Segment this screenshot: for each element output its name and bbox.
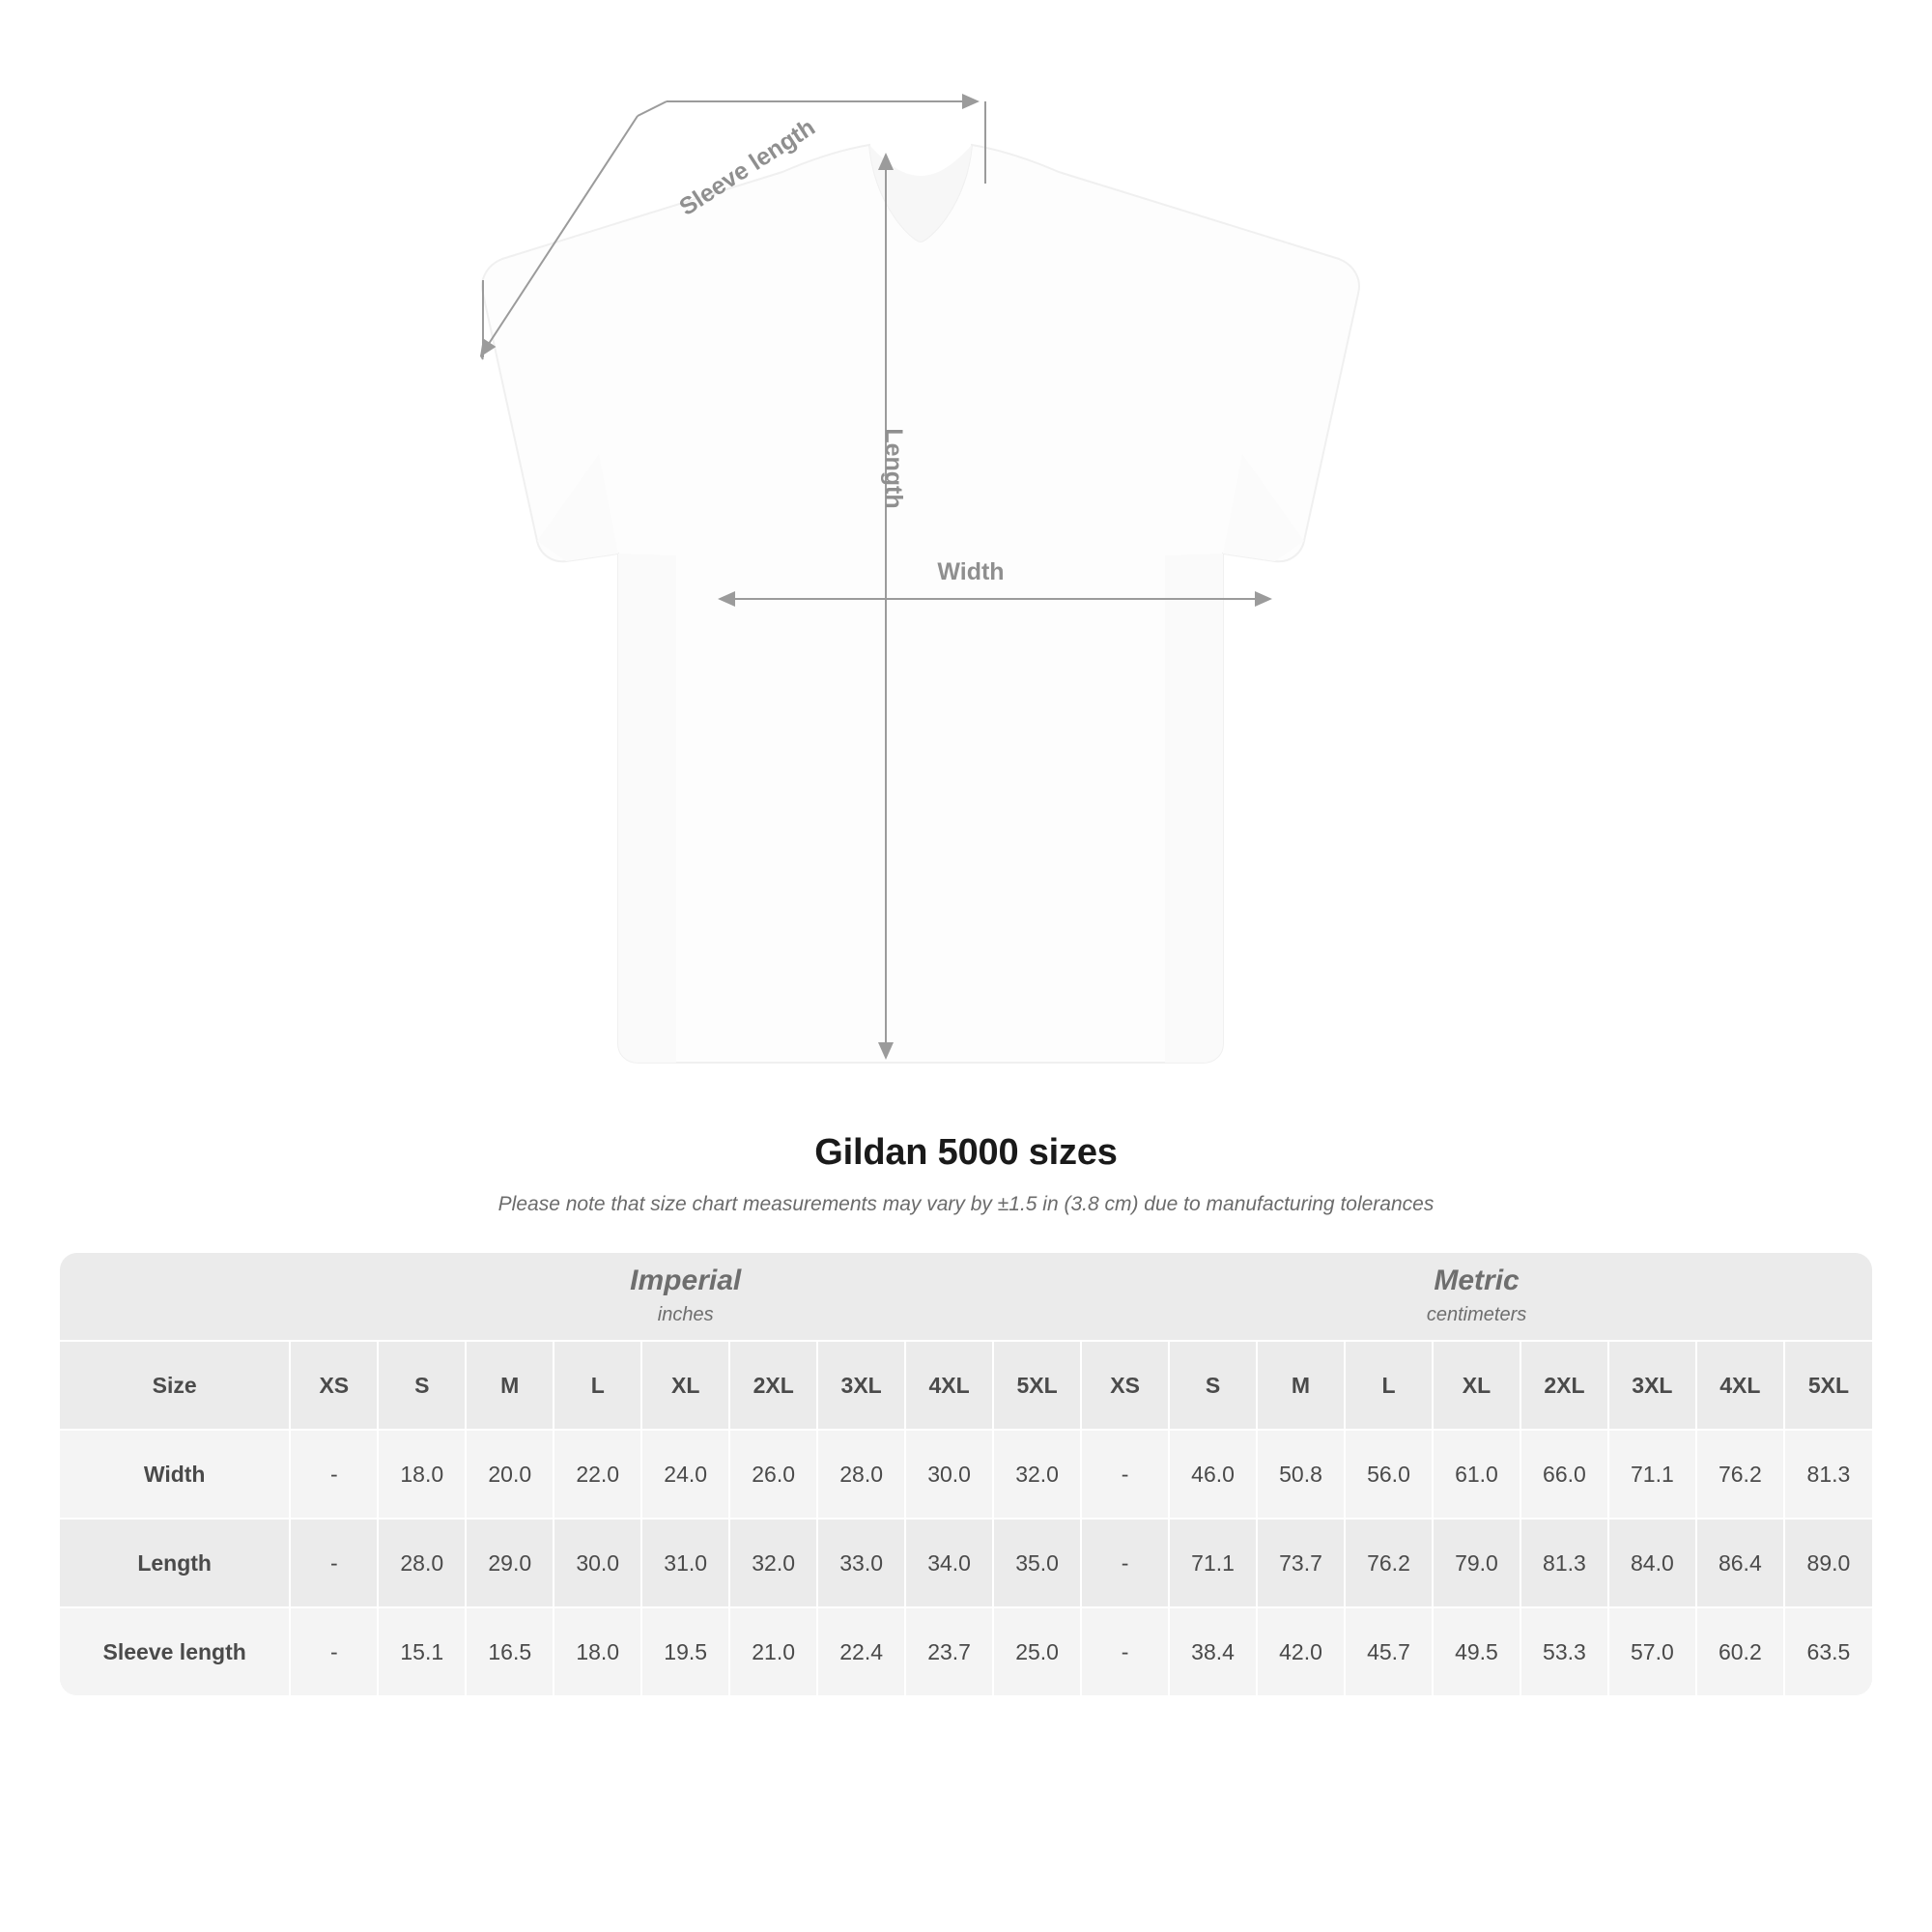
- table-row: [60, 1519, 1872, 1607]
- cell-width-met-8: 81.3: [1784, 1430, 1872, 1519]
- cell-width-met-7: 76.2: [1696, 1430, 1784, 1519]
- size-header-met-l: L: [1345, 1341, 1433, 1430]
- cell-length-imp-2: 29.0: [466, 1519, 554, 1607]
- cell-width-met-0: -: [1081, 1430, 1169, 1519]
- unit-header-row: [60, 1253, 1872, 1341]
- cell-width-met-1: 46.0: [1169, 1430, 1257, 1519]
- unit-header-imperial: [290, 1253, 1081, 1341]
- size-header-imp-2xl: 2XL: [729, 1341, 817, 1430]
- cell-sleeve-met-6: 57.0: [1608, 1607, 1696, 1695]
- cell-sleeve-met-5: 53.3: [1520, 1607, 1608, 1695]
- size-header-met-4xl: 4XL: [1696, 1341, 1784, 1430]
- unit-title-metric: Metric: [1434, 1264, 1520, 1297]
- cell-length-met-3: 76.2: [1345, 1519, 1433, 1607]
- length-label: Length: [880, 428, 907, 509]
- cell-sleeve-imp-1: 15.1: [378, 1607, 466, 1695]
- cell-sleeve-imp-5: 21.0: [729, 1607, 817, 1695]
- size-header-imp-5xl: 5XL: [993, 1341, 1081, 1430]
- cell-width-imp-8: 32.0: [993, 1430, 1081, 1519]
- size-header-imp-m: M: [466, 1341, 554, 1430]
- table-row: [60, 1607, 1872, 1695]
- size-header-met-xl: XL: [1433, 1341, 1520, 1430]
- unit-header-metric: [1081, 1253, 1872, 1341]
- size-header-met-xs: XS: [1081, 1341, 1169, 1430]
- row-label-length: Length: [60, 1519, 290, 1607]
- size-header-imp-s: S: [378, 1341, 466, 1430]
- cell-length-imp-3: 30.0: [554, 1519, 641, 1607]
- cell-width-imp-3: 22.0: [554, 1430, 641, 1519]
- cell-sleeve-met-8: 63.5: [1784, 1607, 1872, 1695]
- tolerance-note: Please note that size chart measurements may vary by ±1.5 in (3.8 cm) due to manufacturing tolerances: [497, 1193, 1435, 1215]
- table-row: [60, 1430, 1872, 1519]
- cell-length-imp-4: 31.0: [641, 1519, 729, 1607]
- tshirt-shape: [482, 145, 1359, 1063]
- cell-sleeve-imp-3: 18.0: [554, 1607, 641, 1695]
- cell-width-met-3: 56.0: [1345, 1430, 1433, 1519]
- cell-width-imp-7: 30.0: [905, 1430, 993, 1519]
- row-label-sleeve-length: Sleeve length: [60, 1607, 290, 1695]
- cell-length-imp-0: -: [290, 1519, 378, 1607]
- cell-length-met-2: 73.7: [1257, 1519, 1345, 1607]
- sleeve-length-label: Sleeve length: [674, 113, 820, 221]
- cell-width-imp-1: 18.0: [378, 1430, 466, 1519]
- size-header-imp-l: L: [554, 1341, 641, 1430]
- size-header-imp-xl: XL: [641, 1341, 729, 1430]
- size-table: [60, 1253, 1872, 1695]
- cell-width-met-4: 61.0: [1433, 1430, 1520, 1519]
- cell-length-met-8: 89.0: [1784, 1519, 1872, 1607]
- cell-length-met-0: -: [1081, 1519, 1169, 1607]
- cell-length-imp-6: 33.0: [817, 1519, 905, 1607]
- cell-sleeve-met-3: 45.7: [1345, 1607, 1433, 1695]
- cell-width-imp-4: 24.0: [641, 1430, 729, 1519]
- cell-length-met-1: 71.1: [1169, 1519, 1257, 1607]
- size-header-met-3xl: 3XL: [1608, 1341, 1696, 1430]
- width-label: Width: [937, 558, 1005, 585]
- unit-title-imperial: Imperial: [630, 1264, 742, 1297]
- page-title: Gildan 5000 sizes: [814, 1132, 1118, 1173]
- cell-length-imp-7: 34.0: [905, 1519, 993, 1607]
- cell-sleeve-met-7: 60.2: [1696, 1607, 1784, 1695]
- cell-width-imp-5: 26.0: [729, 1430, 817, 1519]
- cell-sleeve-met-0: -: [1081, 1607, 1169, 1695]
- cell-width-imp-6: 28.0: [817, 1430, 905, 1519]
- cell-sleeve-imp-2: 16.5: [466, 1607, 554, 1695]
- size-header-met-2xl: 2XL: [1520, 1341, 1608, 1430]
- cell-width-met-5: 66.0: [1520, 1430, 1608, 1519]
- size-header-imp-4xl: 4XL: [905, 1341, 993, 1430]
- cell-sleeve-imp-8: 25.0: [993, 1607, 1081, 1695]
- cell-sleeve-imp-7: 23.7: [905, 1607, 993, 1695]
- cell-length-met-7: 86.4: [1696, 1519, 1784, 1607]
- row-label-width: Width: [60, 1430, 290, 1519]
- cell-sleeve-imp-6: 22.4: [817, 1607, 905, 1695]
- cell-sleeve-met-4: 49.5: [1433, 1607, 1520, 1695]
- cell-length-imp-1: 28.0: [378, 1519, 466, 1607]
- size-header-met-m: M: [1257, 1341, 1345, 1430]
- cell-width-met-2: 50.8: [1257, 1430, 1345, 1519]
- title-block: [0, 1132, 1932, 1216]
- cell-length-imp-8: 35.0: [993, 1519, 1081, 1607]
- cell-sleeve-met-1: 38.4: [1169, 1607, 1257, 1695]
- size-header-imp-xs: XS: [290, 1341, 378, 1430]
- cell-sleeve-imp-0: -: [290, 1607, 378, 1695]
- cell-length-met-5: 81.3: [1520, 1519, 1608, 1607]
- unit-sub-imperial: inches: [657, 1303, 714, 1325]
- size-header-label: Size: [60, 1341, 290, 1430]
- cell-width-imp-2: 20.0: [466, 1430, 554, 1519]
- cell-sleeve-imp-4: 19.5: [641, 1607, 729, 1695]
- cell-width-met-6: 71.1: [1608, 1430, 1696, 1519]
- size-header-met-s: S: [1169, 1341, 1257, 1430]
- cell-length-met-4: 79.0: [1433, 1519, 1520, 1607]
- size-header-imp-3xl: 3XL: [817, 1341, 905, 1430]
- unit-sub-metric: centimeters: [1426, 1303, 1527, 1325]
- cell-length-imp-5: 32.0: [729, 1519, 817, 1607]
- cell-sleeve-met-2: 42.0: [1257, 1607, 1345, 1695]
- cell-width-imp-0: -: [290, 1430, 378, 1519]
- cell-length-met-6: 84.0: [1608, 1519, 1696, 1607]
- size-header-met-5xl: 5XL: [1784, 1341, 1872, 1430]
- size-header-row: [60, 1341, 1872, 1430]
- size-table-wrapper: [60, 1253, 1872, 1695]
- unit-header-spacer: [60, 1253, 290, 1341]
